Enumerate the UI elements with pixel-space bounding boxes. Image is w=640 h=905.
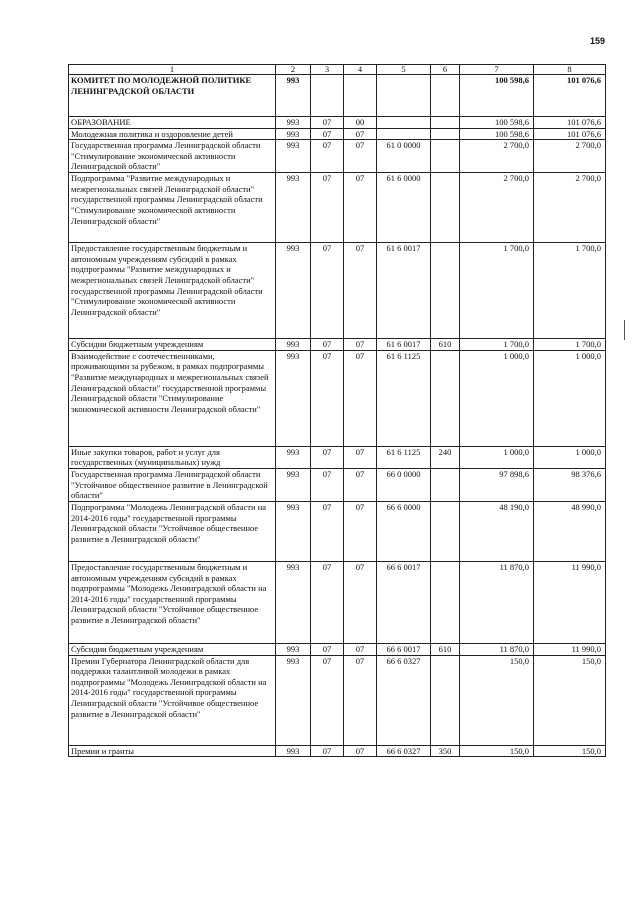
cell-amount-1: 100 598,6 [460,128,534,140]
cell-section: 07 [311,173,344,243]
cell-target-article: 66 6 0327 [377,745,431,757]
cell-expense-type [431,350,460,446]
cell-expense-type: 610 [431,339,460,351]
row-name: Субсидии бюджетным учреждениям [69,339,276,351]
cell-amount-2: 48 990,0 [534,501,606,561]
table-row [69,350,606,446]
cell-amount-2: 150,0 [534,655,606,745]
cell-target-article: 66 6 0017 [377,561,431,643]
table-row [69,243,606,339]
table-row [69,339,606,351]
cell-expense-type [431,243,460,339]
row-name: Предоставление государственным бюджетным и автономным учреждениям субсидий в рамках подпрограммы "Молодежь Ленинградской области на 2014-2016 годы" государственной программы Ленинградской области "Устойчивое общественное развитие в Ленинградской области" [69,561,276,643]
cell-target-article [377,117,431,129]
cell-admin-code: 993 [276,339,311,351]
cell-section: 07 [311,128,344,140]
cell-admin-code: 993 [276,655,311,745]
cell-admin-code: 993 [276,561,311,643]
cell-expense-type [431,655,460,745]
cell-target-article: 66 6 0327 [377,655,431,745]
cell-admin-code: 993 [276,117,311,129]
cell-subsection: 07 [344,350,377,446]
cell-admin-code: 993 [276,468,311,501]
scan-edge-mark [624,320,625,340]
cell-admin-code: 993 [276,350,311,446]
cell-section: 07 [311,468,344,501]
cell-target-article: 61 6 0017 [377,339,431,351]
cell-target-article: 61 6 1125 [377,350,431,446]
cell-amount-1: 100 598,6 [460,75,534,117]
row-name: Молодежная политика и оздоровление детей [69,128,276,140]
cell-admin-code: 993 [276,501,311,561]
cell-section: 07 [311,745,344,757]
cell-section: 07 [311,117,344,129]
cell-section: 07 [311,140,344,173]
cell-target-article [377,75,431,117]
cell-amount-2: 11 990,0 [534,643,606,655]
cell-amount-2: 101 076,6 [534,128,606,140]
table-row [69,75,606,117]
table-row [69,140,606,173]
cell-subsection: 07 [344,643,377,655]
cell-amount-1: 150,0 [460,745,534,757]
cell-subsection: 07 [344,173,377,243]
cell-amount-2: 2 700,0 [534,140,606,173]
column-header: 8 [534,65,606,75]
cell-amount-2: 1 700,0 [534,243,606,339]
cell-admin-code: 993 [276,128,311,140]
cell-subsection: 07 [344,140,377,173]
column-header: 1 [69,65,276,75]
cell-expense-type: 240 [431,446,460,468]
cell-section: 07 [311,339,344,351]
row-name: Предоставление государственным бюджетным и автономным учреждениям субсидий в рамках подпрограммы "Развитие международных и межрегиональных связей Ленинградской области" государственной программы Ленинградской области "Стимулирование экономической активности Ленинградской области" [69,243,276,339]
row-name: Премии Губернатора Ленинградской области для поддержки талантливой молодежи в рамках подпрограммы "Молодежь Ленинградской области на 2014-2016 годы" государственной программы Ленинградской области "Устойчивое общественное развитие в Ленинградской области" [69,655,276,745]
cell-expense-type: 610 [431,643,460,655]
cell-section: 07 [311,446,344,468]
cell-amount-1: 1 000,0 [460,446,534,468]
column-number-row [69,65,606,75]
cell-subsection: 07 [344,446,377,468]
table-row [69,446,606,468]
cell-admin-code: 993 [276,643,311,655]
column-header: 5 [377,65,431,75]
cell-subsection: 07 [344,745,377,757]
page-number: 159 [590,36,606,46]
cell-amount-2: 1 000,0 [534,350,606,446]
cell-amount-1: 150,0 [460,655,534,745]
cell-section: 07 [311,643,344,655]
cell-section: 07 [311,501,344,561]
cell-amount-1: 11 870,0 [460,643,534,655]
column-header: 7 [460,65,534,75]
row-name: Государственная программа Ленинградской области "Устойчивое общественное развитие в Ленинградской области" [69,468,276,501]
cell-section: 07 [311,243,344,339]
cell-amount-2: 11 990,0 [534,561,606,643]
row-name: КОМИТЕТ ПО МОЛОДЕЖНОЙ ПОЛИТИКЕ ЛЕНИНГРАДСКОЙ ОБЛАСТИ [69,75,276,117]
cell-amount-1: 11 870,0 [460,561,534,643]
row-name: Государственная программа Ленинградской области "Стимулирование экономической активности Ленинградской области" [69,140,276,173]
cell-subsection: 00 [344,117,377,129]
cell-amount-1: 1 700,0 [460,243,534,339]
cell-amount-2: 2 700,0 [534,173,606,243]
cell-amount-1: 100 598,6 [460,117,534,129]
row-name: Иные закупки товаров, работ и услуг для государственных (муниципальных) нужд [69,446,276,468]
cell-expense-type: 350 [431,745,460,757]
table-row [69,561,606,643]
table-row [69,128,606,140]
cell-target-article: 61 6 0000 [377,173,431,243]
cell-expense-type [431,501,460,561]
cell-target-article: 66 6 0000 [377,501,431,561]
cell-admin-code: 993 [276,173,311,243]
cell-target-article: 66 6 0017 [377,643,431,655]
cell-admin-code: 993 [276,75,311,117]
cell-expense-type [431,173,460,243]
cell-subsection: 07 [344,243,377,339]
cell-subsection: 07 [344,339,377,351]
table-row [69,501,606,561]
row-name: Подпрограмма "Развитие международных и межрегиональных связей Ленинградской области" государственной программы Ленинградской области "Стимулирование экономической активности Ленинградской области" [69,173,276,243]
cell-target-article: 61 0 0000 [377,140,431,173]
cell-expense-type [431,468,460,501]
cell-amount-1: 2 700,0 [460,173,534,243]
cell-amount-2: 101 076,6 [534,117,606,129]
cell-expense-type [431,75,460,117]
table-row [69,117,606,129]
cell-amount-2: 98 376,6 [534,468,606,501]
table-row [69,643,606,655]
cell-admin-code: 993 [276,140,311,173]
cell-section: 07 [311,655,344,745]
cell-subsection: 07 [344,561,377,643]
row-name: ОБРАЗОВАНИЕ [69,117,276,129]
table-row [69,468,606,501]
cell-subsection: 07 [344,128,377,140]
budget-table-container [68,64,605,757]
cell-admin-code: 993 [276,446,311,468]
table-row [69,655,606,745]
cell-amount-1: 2 700,0 [460,140,534,173]
cell-subsection [344,75,377,117]
row-name: Субсидии бюджетным учреждениям [69,643,276,655]
cell-expense-type [431,117,460,129]
cell-admin-code: 993 [276,243,311,339]
row-name: Подпрограмма "Молодежь Ленинградской области на 2014-2016 годы" государственной программы Ленинградской области "Устойчивое общественное развитие в Ленинградской области" [69,501,276,561]
cell-amount-1: 97 898,6 [460,468,534,501]
cell-section: 07 [311,561,344,643]
cell-section [311,75,344,117]
column-header: 3 [311,65,344,75]
cell-target-article: 66 0 0000 [377,468,431,501]
row-name: Взаимодействие с соотечественниками, проживающими за рубежом, в рамках подпрограммы "Развитие международных и межрегиональных связей Ленинградской области" государственной программы Ленинградской области "Стимулирование экономической активности Ленинградской области" [69,350,276,446]
cell-subsection: 07 [344,501,377,561]
cell-amount-2: 1 000,0 [534,446,606,468]
cell-amount-2: 1 700,0 [534,339,606,351]
cell-target-article: 61 6 1125 [377,446,431,468]
cell-section: 07 [311,350,344,446]
cell-amount-2: 150,0 [534,745,606,757]
cell-target-article: 61 6 0017 [377,243,431,339]
column-header: 4 [344,65,377,75]
cell-expense-type [431,128,460,140]
table-row [69,745,606,757]
cell-amount-1: 1 000,0 [460,350,534,446]
cell-amount-1: 48 190,0 [460,501,534,561]
budget-table [68,64,606,757]
cell-admin-code: 993 [276,745,311,757]
row-name: Премии и гранты [69,745,276,757]
cell-target-article [377,128,431,140]
cell-expense-type [431,561,460,643]
table-row [69,173,606,243]
column-header: 2 [276,65,311,75]
column-header: 6 [431,65,460,75]
cell-subsection: 07 [344,468,377,501]
cell-amount-1: 1 700,0 [460,339,534,351]
cell-subsection: 07 [344,655,377,745]
cell-amount-2: 101 076,6 [534,75,606,117]
cell-expense-type [431,140,460,173]
